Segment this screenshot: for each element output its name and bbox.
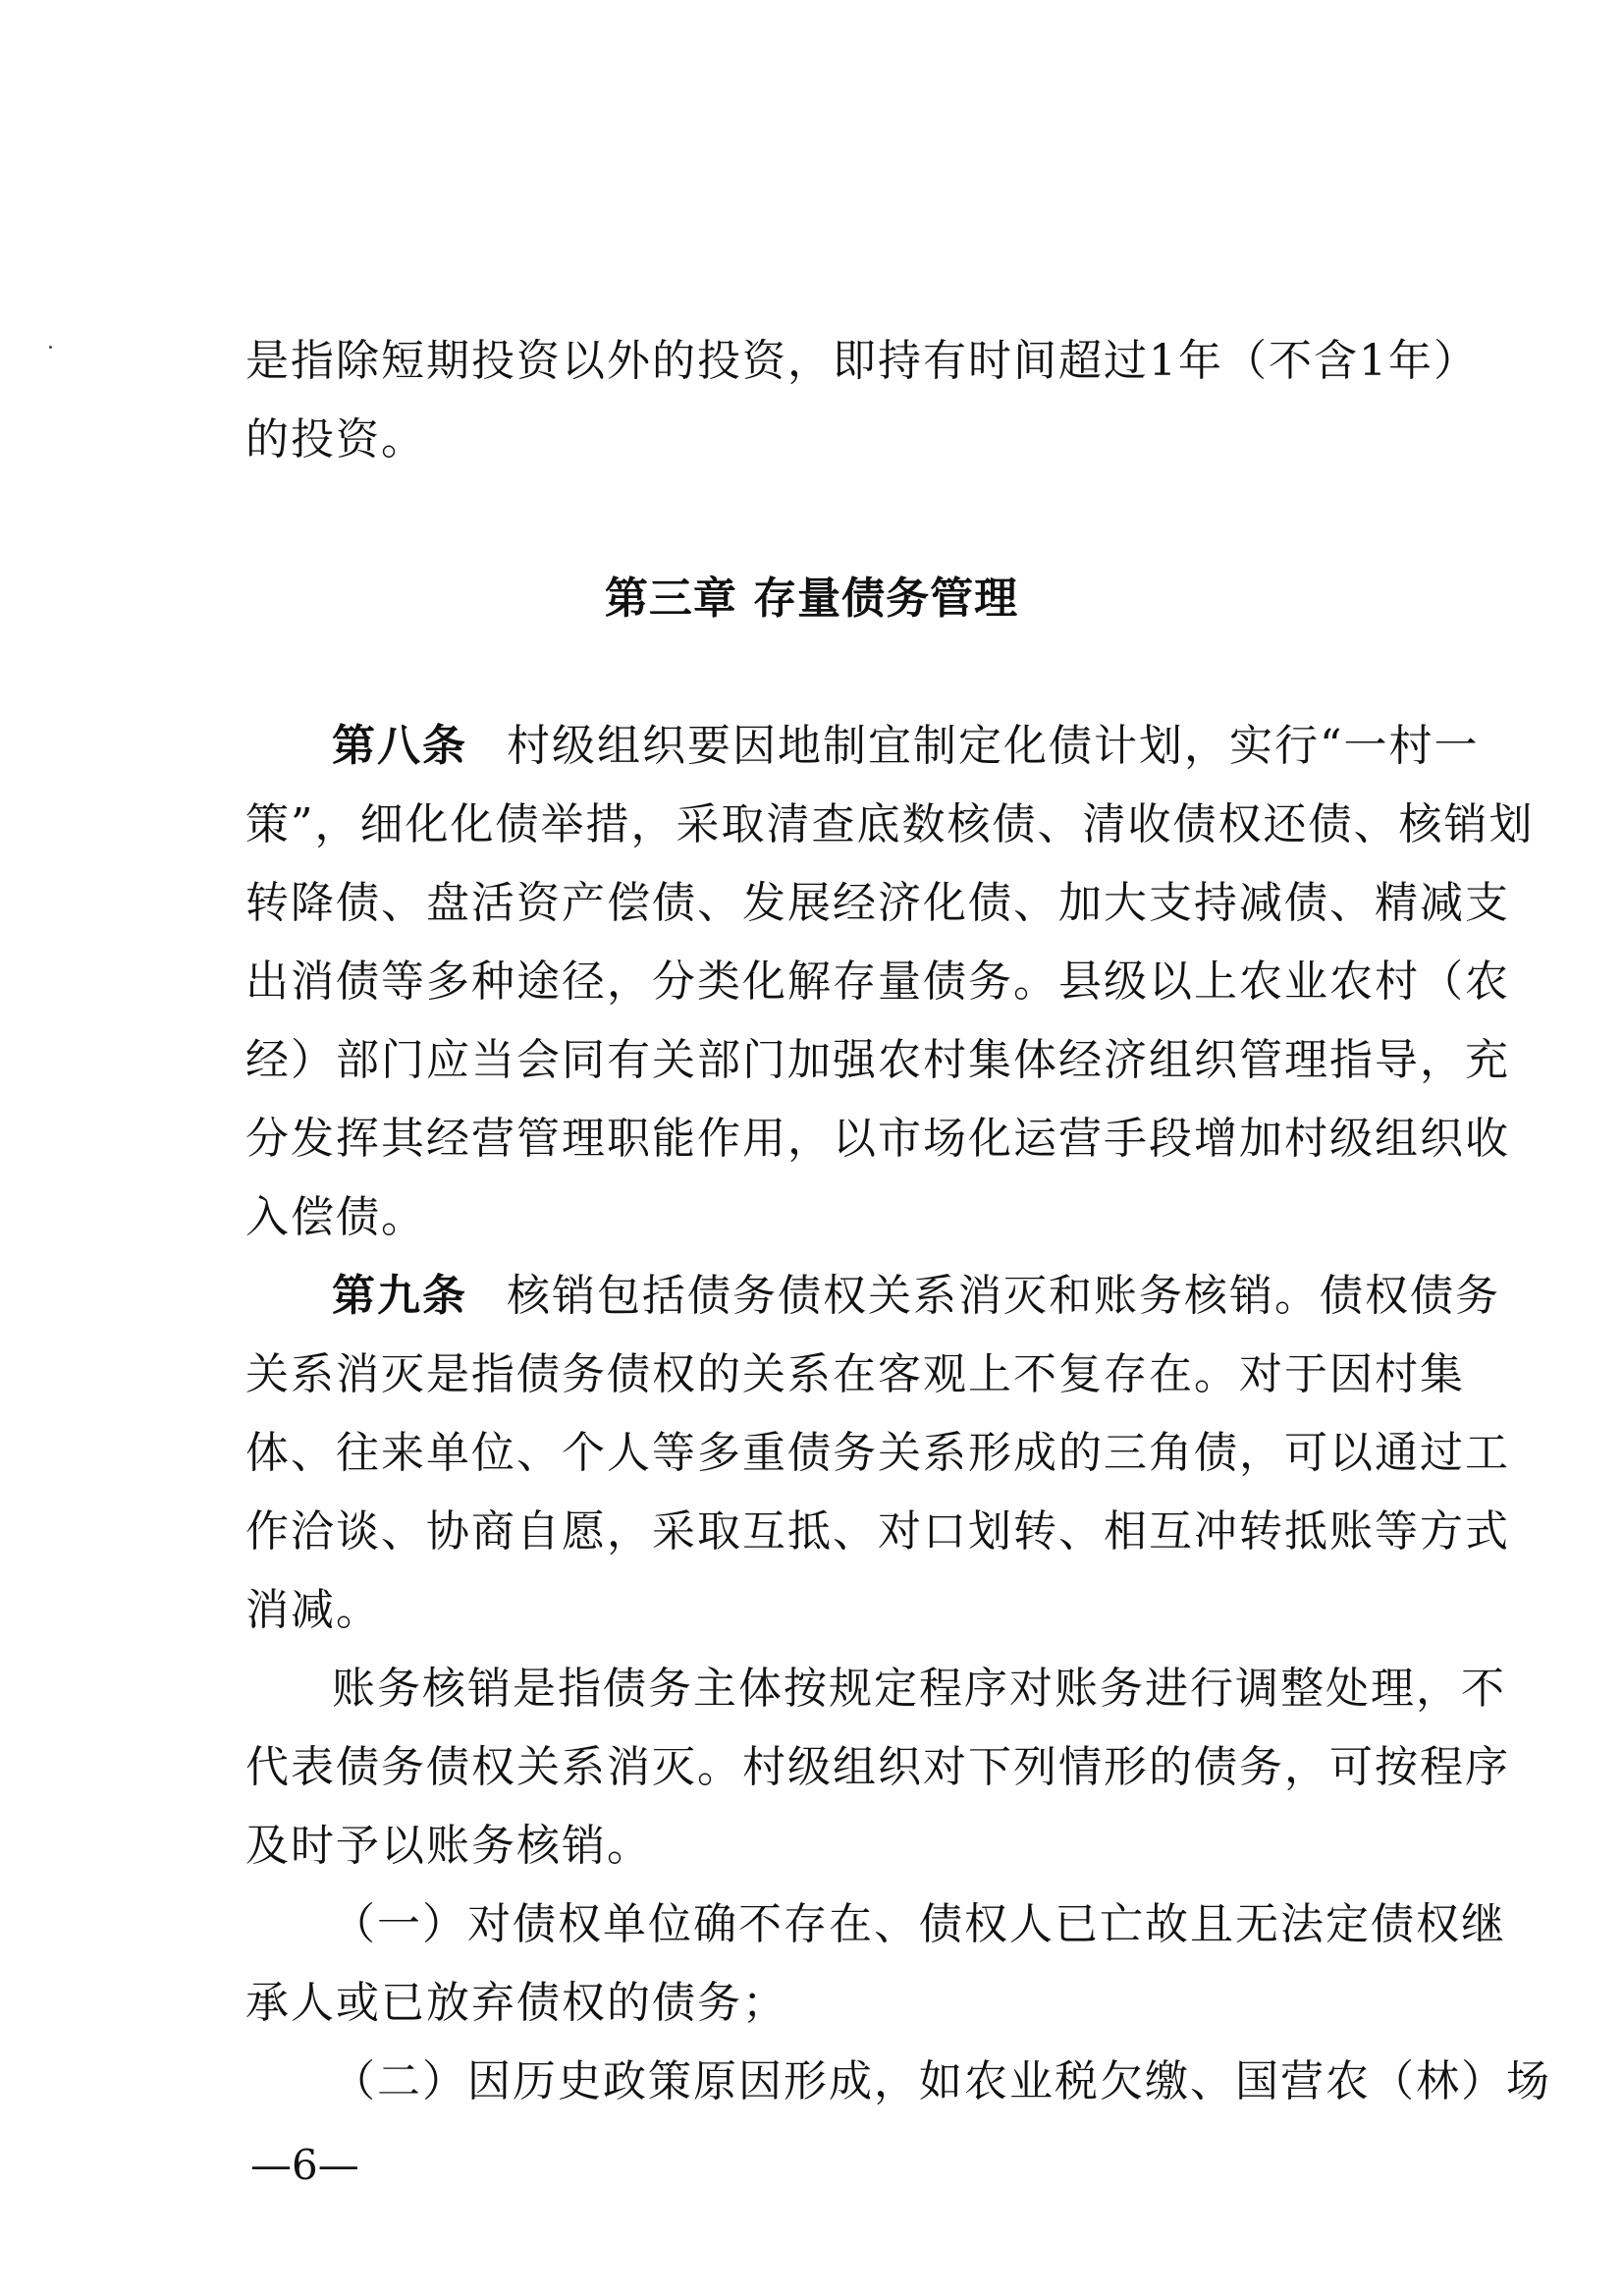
article-9-text: 核销包括债务债权关系消灭和账务核销。债权债务	[507, 1271, 1500, 1321]
article-8-label: 第八条	[332, 721, 467, 771]
text-line: 转降债、盘活资产偿债、发展经济化债、加大支持减债、精减支	[245, 878, 1510, 928]
text-line: 策”，细化化债举措，采取清查底数核债、清收债权还债、核销划	[245, 799, 1535, 849]
text-line: 的投资。	[245, 414, 426, 465]
text-line: 承人或已放弃债权的债务；	[245, 1978, 787, 2028]
text-line: （二）因历史政策原因形成，如农业税欠缴、国营农（林）场	[332, 2056, 1551, 2106]
text-line: 关系消灭是指债务债权的关系在客观上不复存在。对于因村集	[245, 1349, 1465, 1399]
text-line: 分发挥其经营管理职能作用，以市场化运营手段增加村级组织收	[245, 1114, 1510, 1164]
text-line: 出消债等多种途径，分类化解存量债务。县级以上农业农村（农	[245, 957, 1510, 1007]
article-9-label: 第九条	[332, 1271, 467, 1321]
article-8-text: 村级组织要因地制宜制定化债计划，实行“一村一	[507, 721, 1480, 771]
text-line: （一）对债权单位确不存在、债权人已亡故且无法定债权继	[332, 1899, 1506, 1949]
scan-speck	[49, 346, 52, 349]
article-8-first-line	[332, 717, 1480, 776]
text-line: 经）部门应当会同有关部门加强农村集体经济组织管理指导，充	[245, 1035, 1510, 1085]
text-line: 作洽谈、协商自愿，采取互抵、对口划转、相互冲转抵账等方式	[245, 1506, 1510, 1557]
text-line: 及时予以账务核销。	[245, 1821, 652, 1871]
text-line: 体、往来单位、个人等多重债务关系形成的三角债，可以通过工	[245, 1428, 1510, 1478]
text-line: 账务核销是指债务主体按规定程序对账务进行调整处理，不	[332, 1664, 1506, 1714]
page-number: —6—	[250, 2141, 359, 2189]
text-line: 是指除短期投资以外的投资，即持有时间超过1年（不含1年）	[245, 336, 1479, 386]
text-line: 入偿债。	[245, 1192, 426, 1242]
article-9-first-line	[332, 1267, 1500, 1326]
text-line: 代表债务债权关系消灭。村级组织对下列情形的债务，可按程序	[245, 1742, 1510, 1792]
chapter-heading: 第三章 存量债务管理	[604, 574, 1019, 624]
text-line: 消减。	[245, 1585, 381, 1635]
